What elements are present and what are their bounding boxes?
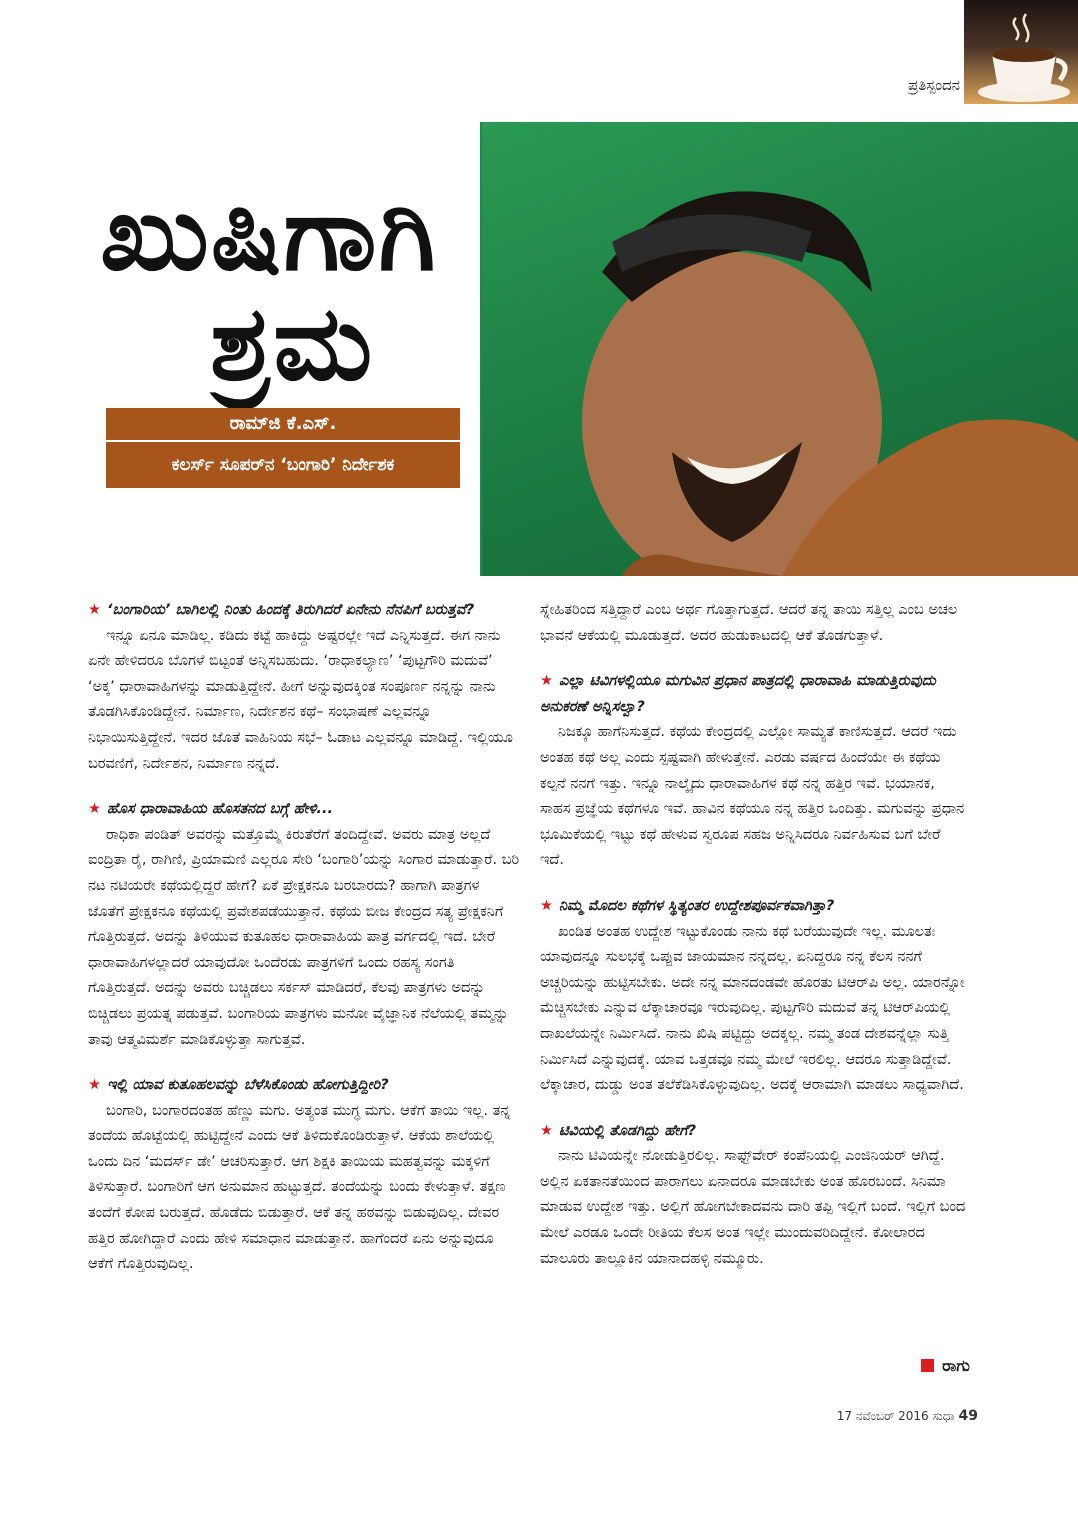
answer: ಬಂಗಾರಿ, ಬಂಗಾರದಂತಹ ಹೆಣ್ಣು ಮಗು. ಅತ್ಯಂತ ಮುಗ್ಧ ಮಗು. ಆಕೆಗೆ ತಾಯಿ ಇಲ್ಲ. ತನ್ನ ತಂದೆಯ ಹೊಟ್ಟೆಯಲ್ಲಿ ಹುಟ್ಟಿದ್ದೇನೆ ಎಂದು ಆಕೆ ತಿಳಿದುಕೊಂಡಿರುತ್ತಾಳೆ. ಆಕೆಯ ಶಾಲೆಯಲ್ಲಿ ಒಂದು ದಿನ ‘ಮದರ್ಸ್ ಡೇ’ ಆಚರಿಸುತ್ತಾರೆ. ಆಗ ಶಿಕ್ಷಕಿ ತಾಯಿಯ ಮಹತ್ವವನ್ನು ಮಕ್ಕಳಿಗೆ ತಿಳಿಸುತ್ತಾರೆ. ಬಂಗಾರಿಗೆ ಆಗ ಅನುಮಾನ ಹುಟ್ಟುತ್ತದೆ. ತಂದೆಯನ್ನು ಬಂದು ಕೇಳುತ್ತಾಳೆ. ತಕ್ಷಣ ತಂದೆಗೆ ಕೋಪ ಬರುತ್ತದೆ. ಹೊಡೆದು ಬಿಡುತ್ತಾರೆ. ಆಕೆ ತನ್ನ ಹಠವನ್ನು ಬಿಡುವುದಿಲ್ಲ. ದೇವರ ಹತ್ತಿರ ಹೋಗಿದ್ದಾರೆ ಎಂದು ಹೇಳಿ ಸಮಾಧಾನ ಮಾಡುತ್ತಾನೆ. ಹಾಗೆಂದರೆ ಏನು ಅನ್ನುವುದೂ ಆಕೆಗೆ ಗೊತ್ತಿರುವುದಿಲ್ಲ. (88, 1102, 511, 1273)
star-icon: ★ (540, 673, 553, 690)
answer: ನಿಜಕ್ಕೂ ಹಾಗೆನಿಸುತ್ತದೆ. ಕಥೆಯ ಕೇಂದ್ರದಲ್ಲಿ ಎಲ್ಲೋ ಸಾಮ್ಯತೆ ಕಾಣಿಸುತ್ತದೆ. ಆದರೆ ಇದು ಅಂತಹ ಕಥೆ ಅಲ್ಲ ಎಂದು ಸ್ಪಷ್ಟವಾಗಿ ಹೇಳುತ್ತೇನೆ. ಎರಡು ವರ್ಷದ ಹಿಂದೆಯೇ ಈ ಕಥೆಯ ಕಲ್ಪನೆ ನನಗೆ ಇತ್ತು. ಇನ್ನೂ ನಾಲ್ಕೈದು ಧಾರಾವಾಹಿಗಳ ಕಥೆ ನನ್ನ ಹತ್ತಿರ ಇವೆ. ಭಯಾನಕ, ಸಾಹಸ ಪ್ರಜ್ಞೆಯ ಕಥೆಗಳೂ ಇವೆ. ಹಾವಿನ ಕಥೆಯೂ ನನ್ನ ಹತ್ತಿರ ಒಂದಿತ್ತು. ಮಗುವನ್ನು ಪ್ರಧಾನ ಭೂಮಿಕೆಯಲ್ಲಿ ಇಟ್ಟು ಕಥೆ ಹೇಳುವ ಸ್ವರೂಪ ಸಹಜ ಅನ್ನಿಸಿದರೂ ನಿರ್ವಹಿಸುವ ಬಗೆ ಬೇರೆ ಇದೆ. (540, 724, 965, 869)
magazine-name: ಸುಧಾ (932, 1409, 955, 1423)
right-column (540, 598, 968, 1292)
question: ★ ನಿಮ್ಮ ಮೊದಲ ಕಥೆಗಳ ಸ್ಥಿತ್ಯಂತರ ಉದ್ದೇಶಪೂರ್ವಕವಾಗಿತ್ತಾ? (540, 897, 835, 914)
article-title (100, 172, 500, 404)
question: ★ ಇಲ್ಲಿ ಯಾವ ಕುತೂಹಲವನ್ನು ಬೆಳೆಸಿಕೊಂಡು ಹೋಗುತ್ತಿದ್ದೀರಿ? (88, 1077, 389, 1094)
answer: ಇನ್ನೂ ಏನೂ ಮಾಡಿಲ್ಲ. ಕಡಿದು ಕಟ್ಟೆ ಹಾಕಿದ್ದು ಅಷ್ಟರಲ್ಲೇ ಇದೆ ಎನ್ನಿಸುತ್ತದೆ. ಈಗ ನಾನು ಏನೇ ಹೇಳಿದರೂ ಬೊಗಳೆ ಬಿಟ್ಟಂತೆ ಅನ್ನಿಸಬಹುದು. ‘ರಾಧಾಕಲ್ಯಾಣ’ ‘ಪುಟ್ಟಗೌರಿ ಮದುವೆ’ ‘ಅಕ್ಕ’ ಧಾರಾವಾಹಿಗಳನ್ನು ಮಾಡುತ್ತಿದ್ದೇನೆ. ಹೀಗೆ ಅನ್ನುವುದಕ್ಕಿಂತ ಸಂಪೂರ್ಣ ನನ್ನನ್ನು ನಾನು ತೊಡಗಿಸಿಕೊಂಡಿದ್ದೇನೆ. ನಿರ್ಮಾಣ, ನಿರ್ದೇಶನ ಕಥೆ– ಸಂಭಾಷಣೆ ಎಲ್ಲವನ್ನೂ ನಿಭಾಯಿಸುತ್ತಿದ್ದೇನೆ. ಇದರ ಜೊತೆ ವಾಹಿನಿಯ ಸಭೆ– ಓಡಾಟ ಎಲ್ಲವನ್ನೂ ಮಾಡಿದ್ದೆ. ಇಲ್ಲಿಯೂ ಬರವಣಿಗೆ, ನಿರ್ದೇಶನ, ನಿರ್ಮಾಣ ನನ್ನದೆ. (88, 627, 513, 772)
answer: ನಾನು ಟಿವಿಯನ್ನೇ ನೋಡುತ್ತಿರಲಿಲ್ಲ. ಸಾಫ್ಟ್‌ವೇರ್ ಕಂಪೆನಿಯಲ್ಲಿ ಎಂಜಿನಿಯರ್ ಆಗಿದ್ದೆ. ಅಲ್ಲಿನ ಏಕತಾನತೆಯಿಂದ ಪಾರಾಗಲು ಏನಾದರೂ ಮಾಡಬೇಕು ಅಂತ ಹೊರಬಂದೆ. ಸಿನಿಮಾ ಮಾಡುವ ಉದ್ದೇಶ ಇತ್ತು. ಅಲ್ಲಿಗೆ ಹೋಗಬೇಕಾದವನು ದಾರಿ ತಪ್ಪಿ ಇಲ್ಲಿಗೆ ಬಂದೆ. ಇಲ್ಲಿಗೆ ಬಂದ ಮೇಲೆ ಎರಡೂ ಒಂದೇ ರೀತಿಯ ಕೆಲಸ ಅಂತ ಇಲ್ಲೇ ಮುಂದುವರಿದಿದ್ದೇನೆ. ಕೋಲಾರದ ಮಾಲೂರು ತಾಲ್ಲೂಕಿನ ಯಾನಾದಹಳ್ಳಿ ನಮ್ಮೂರು. (540, 1148, 966, 1267)
answer: ರಾಧಿಕಾ ಪಂಡಿತ್ ಅವರನ್ನು ಮತ್ತೊಮ್ಮೆ ಕಿರುತೆರೆಗೆ ತಂದಿದ್ದೇವೆ. ಅವರು ಮಾತ್ರ ಅಲ್ಲದೆ ಐಂದ್ರಿತಾ ರೈ, ರಾಗಿಣಿ, ಪ್ರಿಯಾಮಣಿ ಎಲ್ಲರೂ ಸೇರಿ ‘ಬಂಗಾರಿ’ಯನ್ನು ಸಿಂಗಾರ ಮಾಡುತ್ತಾರೆ. ಬರಿ ನಟ ನಟಿಯರೇ ಕಥೆಯಲ್ಲಿದ್ದರೆ ಹೇಗೆ? ಏಕೆ ಪ್ರೇಕ್ಷಕನೂ ಬರಬಾರದು? ಹಾಗಾಗಿ ಪಾತ್ರಗಳ ಜೊತೆಗೆ ಪ್ರೇಕ್ಷಕನೂ ಕಥೆಯಲ್ಲಿ ಪ್ರವೇಶಪಡೆಯುತ್ತಾನೆ. ಕಥೆಯ ಬೀಜ ಕೇಂದ್ರದ ಸತ್ಯ ಪ್ರೇಕ್ಷಕನಿಗೆ ಗೊತ್ತಿರುತ್ತದೆ. ಅದನ್ನು ತಿಳಿಯುವ ಕುತೂಹಲ ಧಾರಾವಾಹಿಯ ಪಾತ್ರ ವರ್ಗದಲ್ಲಿ ಇದೆ. ಬೇರೆ ಧಾರಾವಾಹಿಗಳಲ್ಲಾದರೆ ಯಾವುದೋ ಒಂದೆರಡು ಪಾತ್ರಗಳಿಗೆ ಒಂದು ರಹಸ್ಯ ಸಂಗತಿ ಗೊತ್ತಿರುತ್ತದೆ. ಅದನ್ನು ಅವರು ಬಚ್ಚಿಡಲು ಸರ್ಕಸ್ ಮಾಡಿದರೆ, ಕೆಲವು ಪಾತ್ರಗಳು ಅದನ್ನು ಬಿಚ್ಚಿಡಲು ಪ್ರಯತ್ನ ಪಡುತ್ತವೆ. ಬಂಗಾರಿಯ ಪಾತ್ರಗಳು ಮನೋ ವೈಜ್ಞಾನಿಕ ನೆಲೆಯಲ್ಲಿ ತಮ್ಮನ್ನು ತಾವು ಆತ್ಮವಿಮರ್ಶೆ ಮಾಡಿಕೊಳ್ಳುತ್ತಾ ಸಾಗುತ್ತವೆ. (88, 826, 520, 1048)
question: ★ ‘ಬಂಗಾರಿಯ’ ಬಾಗಿಲಲ್ಲಿ ನಿಂತು ಹಿಂದಕ್ಕೆ ತಿರುಗಿದರೆ ಏನೇನು ನೆನಪಿಗೆ ಬರುತ್ತವೆ? (88, 602, 475, 618)
question: ★ ಹೊಸ ಧಾರಾವಾಹಿಯ ಹೊಸತನದ ಬಗ್ಗೆ ಹೇಳಿ... (88, 801, 333, 818)
coffee-cup-icon (964, 0, 1078, 104)
byline-box (106, 408, 460, 488)
issue-date: 17 ನವೆಂಬರ್ 2016 (836, 1409, 929, 1423)
byline-name: ರಾಮ್‌ಜಿ ಕೆ.ಎಸ್. (229, 413, 337, 434)
end-mark-icon (921, 1359, 934, 1372)
section-label: ಪ್ರತಿಸ್ಪಂದನ (907, 76, 960, 94)
author-signature: ರಾಗು (921, 1356, 970, 1376)
page-folio (837, 1408, 978, 1424)
star-icon: ★ (540, 1122, 553, 1139)
star-icon: ★ (540, 897, 553, 914)
answer-continued: ಸ್ನೇಹಿತರಿಂದ ಸತ್ತಿದ್ದಾರೆ ಎಂಬ ಅರ್ಥ ಗೊತ್ತಾಗುತ್ತದೆ. ಆದರೆ ತನ್ನ ತಾಯಿ ಸತ್ತಿಲ್ಲ ಎಂಬ ಅಚಲ ಭಾವನೆ ಆಕೆಯಲ್ಲಿ ಮೂಡುತ್ತದೆ. ಅದರ ಹುಡುಕಾಟದಲ್ಲಿ ಆಕೆ ತೊಡಗುತ್ತಾಳೆ. (540, 602, 958, 644)
title-line-2: ಶ್ರಮ (210, 282, 375, 404)
portrait-photo (482, 122, 1078, 576)
answer: ಖಂಡಿತ ಅಂತಹ ಉದ್ದೇಶ ಇಟ್ಟುಕೊಂಡು ನಾನು ಕಥೆ ಬರೆಯುವುದೇ ಇಲ್ಲ. ಮೂಲತಃ ಯಾವುದನ್ನೂ ಸುಲಭಕ್ಕೆ ಒಪ್ಪುವ ಜಾಯಮಾನ ನನ್ನದಲ್ಲ. ಏನಿದ್ದರೂ ನನ್ನ ಕೆಲಸ ನನಗೆ ಅಚ್ಚರಿಯನ್ನು ಹುಟ್ಟಿಸಬೇಕು. ಅದೇ ನನ್ನ ಮಾನದಂಡವೇ ಹೊರತು ಟಿಆರ್‌ಪಿ ಅಲ್ಲ. ಯಾರನ್ನೋ ಮೆಚ್ಚಿಸಬೇಕು ಎನ್ನುವ ಲೆಕ್ಕಾಚಾರವೂ ಇರುವುದಿಲ್ಲ. ಪುಟ್ಟಗೌರಿ ಮದುವೆ ತನ್ನ ಟಿಆರ್‌ಪಿಯಲ್ಲಿ ದಾಖಲೆಯನ್ನೇ ನಿರ್ಮಿಸಿದೆ. ನಾನು ಖಿಷಿ ಪಟ್ಟಿದ್ದು ಅದಕ್ಕಲ್ಲ. ನಮ್ಮ ತಂಡ ದೇಶವನ್ನೆಲ್ಲಾ ಸುತ್ತಿ ನಿರ್ಮಿಸಿದೆ ಎನ್ನುವುದಕ್ಕೆ. ಯಾವ ಒತ್ತಡವೂ ನಮ್ಮ ಮೇಲೆ ಇರಲಿಲ್ಲ. ಆದರೂ ಸುತ್ತಾಡಿದ್ದೇವೆ. ಲೆಕ್ಕಾಚಾರ, ದುಡ್ಡು ಅಂತ ತಲೆಕೆಡಿಸಿಕೊಳ್ಳುವುದಿಲ್ಲ. ಅದಕ್ಕೆ ಆರಾಮಾಗಿ ಮಾಡಲು ಸಾಧ್ಯವಾಗಿದೆ. (540, 923, 965, 1094)
star-icon: ★ (88, 1077, 101, 1094)
question: ★ ಟಿವಿಯಲ್ಲಿ ತೊಡಗಿದ್ದು ಹೇಗೆ? (540, 1122, 697, 1139)
star-icon: ★ (88, 801, 101, 818)
left-column (88, 598, 520, 1298)
question: ★ ಎಲ್ಲಾ ಟಿವಿಗಳಲ್ಲಿಯೂ ಮಗುವಿನ ಪ್ರಧಾನ ಪಾತ್ರದಲ್ಲಿ ಧಾರಾವಾಹಿ ಮಾಡುತ್ತಿರುವುದು ಅನುಕರಣೆ ಅನ್ನಿಸಲ್ವಾ? (540, 673, 936, 715)
title-line-1: ಖುಷಿಗಾಗಿ (100, 172, 438, 294)
byline-role: ಕಲರ್ಸ್ ಸೂಪರ್‌ನ ‘ಬಂಗಾರಿ’ ನಿರ್ದೇಶಕ (171, 455, 395, 475)
page-number: 49 (958, 1408, 978, 1424)
star-icon: ★ (88, 602, 101, 618)
